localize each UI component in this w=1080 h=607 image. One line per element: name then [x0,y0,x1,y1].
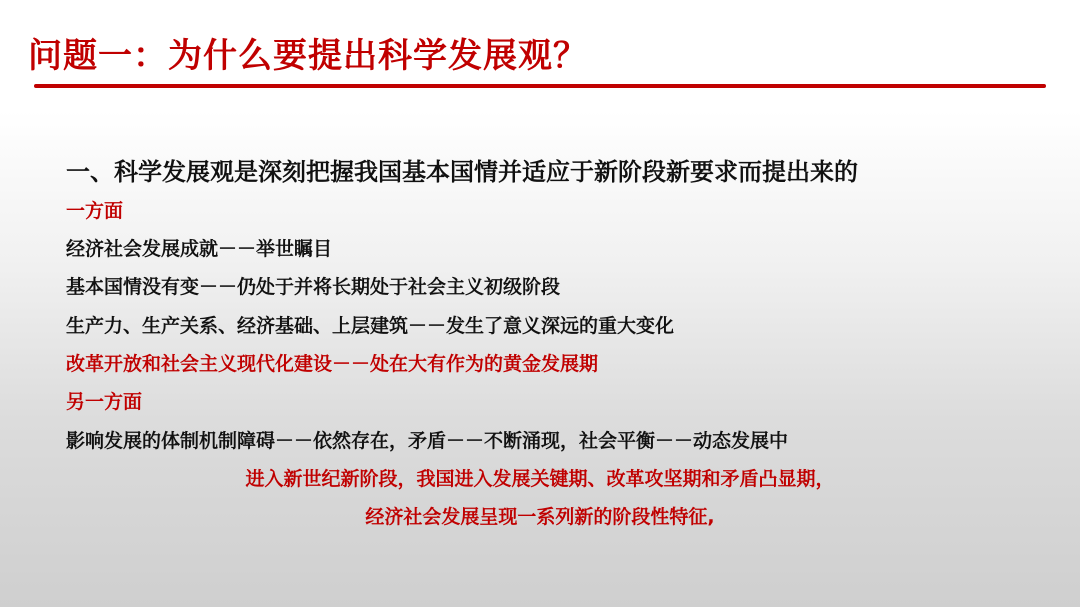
section-heading: 一、科学发展观是深刻把握我国基本国情并适应于新阶段新要求而提出来的 [66,158,858,186]
conclusion-line-2: 经济社会发展呈现一系列新的阶段性特征, [365,506,715,528]
section2-line: 影响发展的体制机制障碍－－依然存在，矛盾－－不断涌现，社会平衡－－动态发展中 [66,430,789,452]
section1-label: 一方面 [66,200,124,222]
section1-line-2: 基本国情没有变－－仍处于并将长期处于社会主义初级阶段 [66,276,561,298]
section2-label: 另一方面 [66,391,143,413]
section1-line-4: 改革开放和社会主义现代化建设－－处在大有作为的黄金发展期 [66,353,599,375]
slide-title: 问题一：为什么要提出科学发展观？ [28,36,588,76]
conclusion-line-1: 进入新世纪新阶段，我国进入发展关键期、改革攻坚期和矛盾凸显期， [245,468,835,490]
title-underline [34,84,1046,88]
section1-line-1: 经济社会发展成就－－举世瞩目 [66,238,333,260]
section1-line-3: 生产力、生产关系、经济基础、上层建筑－－发生了意义深远的重大变化 [66,315,675,337]
